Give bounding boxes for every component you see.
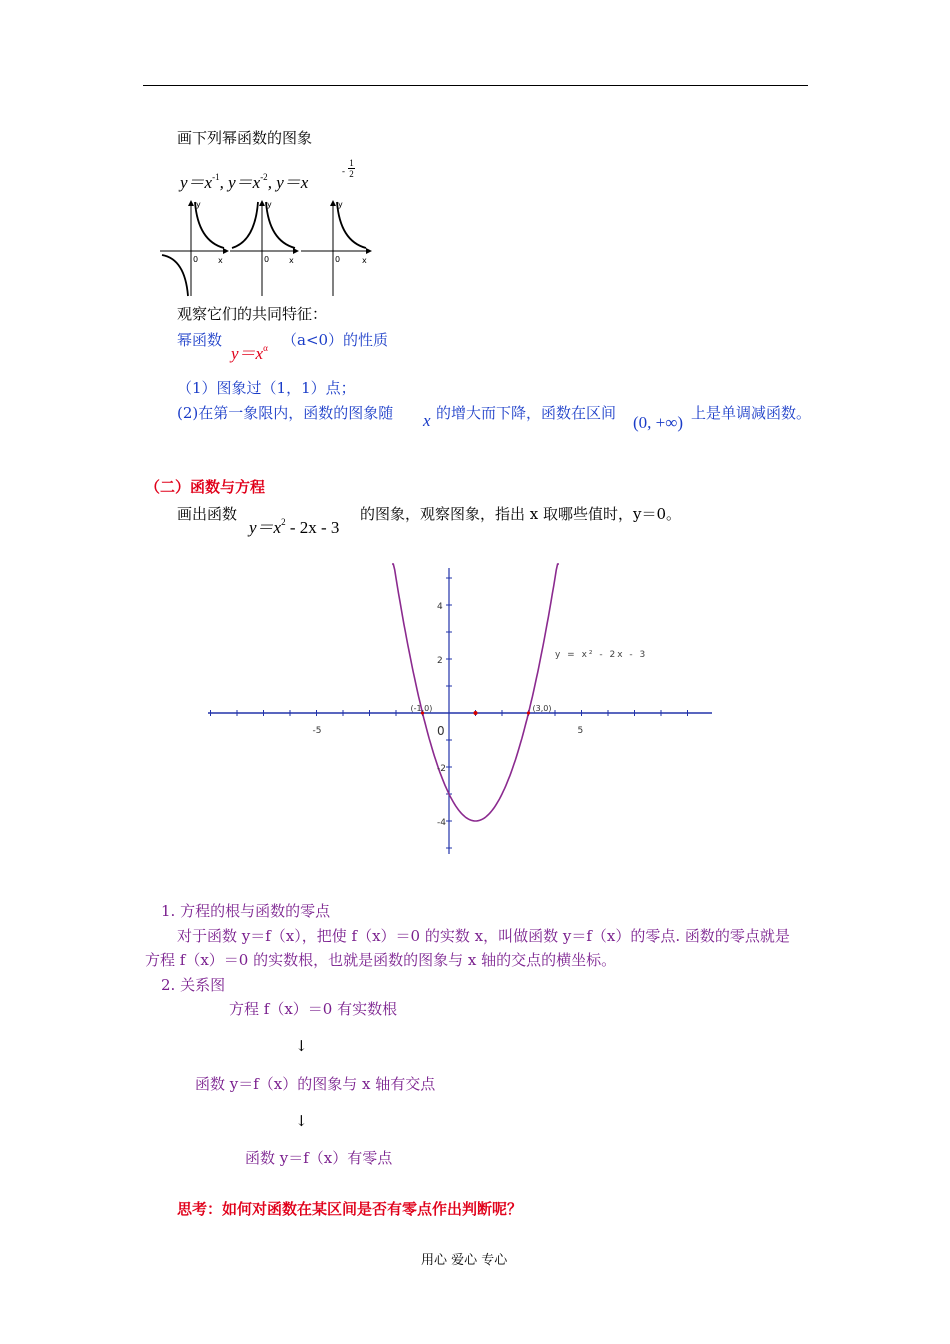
property-item-2a: (2)在第一象限内，函数的图象随 (177, 404, 394, 422)
exponent-1: -1 (212, 172, 220, 182)
graph3-origin-label: 0 (335, 255, 341, 264)
section2-prompt-b: 的图象，观察图象，指出 x 取哪些值时，y＝0。 (360, 505, 682, 523)
y-tick-label: -4 (437, 818, 446, 828)
y-tick-label: 4 (437, 602, 443, 612)
property-interval: (0, +∞) (633, 413, 684, 432)
property-suffix: （a<0）的性质 (282, 331, 389, 349)
root-point (527, 711, 530, 714)
observe-text: 观察它们的共同特征： (177, 305, 328, 323)
curve-label: y = x² - 2x - 3 (555, 650, 648, 660)
power-function-graphs (158, 196, 380, 300)
graph2-origin-label: 0 (264, 255, 270, 264)
section2-title: （二）函数与方程 (145, 478, 266, 496)
x-tick-label: 5 (577, 726, 584, 736)
property-formula: $y=x^\alpha$ (231, 343, 268, 363)
formula-1: y＝x (180, 173, 213, 192)
graph1-x-label: x (218, 256, 223, 265)
x-tick-label: 0 (437, 724, 445, 738)
parabola-chart (200, 560, 720, 860)
property-item-2c: 上是单调减函数。 (691, 404, 812, 422)
property-title: 幂函数 (177, 331, 223, 349)
graph2-y-label: y (267, 200, 272, 209)
graph2-x-label: x (289, 256, 294, 265)
item1-line1: 对于函数 y＝f（x），把使 f（x）＝0 的实数 x，叫做函数 y＝f（x）的零点. 函数的零点就是 (177, 927, 790, 945)
graph3-y-label: y (338, 200, 343, 209)
item1-line2: 方程 f（x）＝0 的实数根，也就是函数的图象与 x 轴的交点的横坐标。 (145, 951, 617, 969)
graph1-y-label: y (196, 200, 201, 209)
relation-1: 方程 f（x）＝0 有实数根 (229, 1000, 398, 1018)
formula-2: y＝x (228, 173, 261, 192)
relation-arrow-2: ↓ (295, 1112, 308, 1130)
think-question: 思考：如何对函数在某区间是否有零点作出判断呢？ (177, 1200, 523, 1218)
footer: 用心 爱心 专心 (421, 1253, 508, 1268)
y-tick-label: -2 (437, 764, 446, 774)
x-tick-label: -5 (312, 726, 322, 736)
intro-heading: 画下列幂函数的图象 (177, 129, 313, 147)
exponent-2: -2 (260, 172, 268, 182)
exponent-3-fraction: - 1 2 (342, 158, 354, 179)
section2-prompt-a: 画出函数 (177, 505, 238, 523)
root-annotation: (-1,0) (410, 704, 433, 713)
item1-title: 1. 方程的根与函数的零点 (161, 902, 331, 920)
graph1-origin-label: 0 (193, 255, 199, 264)
graph-x-inverse-sqrt (301, 201, 371, 296)
root-annotation: (3,0) (532, 704, 552, 713)
power-function-formulas: $y=x^{-1}$, $y=x^{-2}$, y＝x (180, 172, 309, 192)
header-rule (143, 85, 808, 86)
property-item-2-var: x (423, 411, 431, 430)
relation-arrow-1: ↓ (295, 1037, 308, 1055)
property-item-2b: 的增大而下降，函数在区间 (436, 404, 617, 422)
formula-3: y＝x (276, 173, 309, 192)
graph-x-inverse (160, 201, 228, 296)
relation-3: 函数 y＝f（x）有零点 (245, 1149, 393, 1167)
graph-x-inverse-square (230, 201, 298, 296)
item2-title: 2. 关系图 (161, 976, 226, 994)
section2-formula: $y=x^2 - 2x - 3$ (249, 517, 340, 537)
axis-marker-point (474, 711, 478, 715)
graph3-x-label: x (362, 256, 367, 265)
relation-2: 函数 y＝f（x）的图象与 x 轴有交点 (195, 1075, 436, 1093)
parabola-curve (392, 564, 559, 821)
property-item-1: （1）图象过（1，1）点； (177, 379, 356, 397)
y-tick-label: 2 (437, 656, 443, 666)
